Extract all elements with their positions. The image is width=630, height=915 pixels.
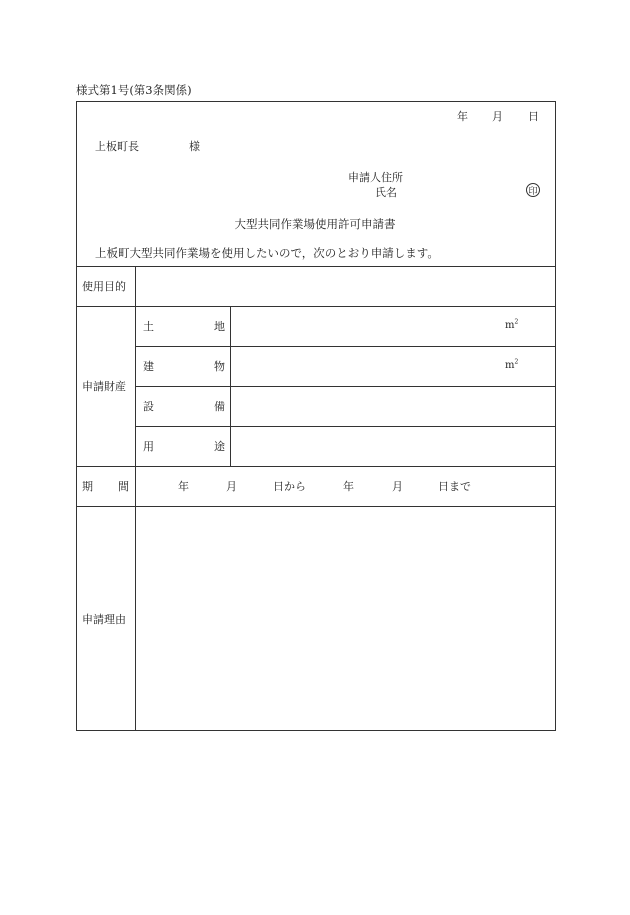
- building-label-2: 物: [214, 360, 225, 373]
- applicant-address-label: 申請人住所: [348, 171, 403, 184]
- use-label-1: 用: [143, 440, 154, 453]
- period-from-day: 日から: [273, 480, 306, 493]
- application-statement: 上板町大型共同作業場を使用したいので，次のとおり申請します。: [95, 246, 439, 260]
- recipient-honorific: 様: [189, 140, 200, 153]
- land-area-field[interactable]: [236, 310, 546, 342]
- date-year-label: 年: [457, 110, 468, 123]
- purpose-label: 使用目的: [82, 280, 126, 293]
- applicant-name-label: 氏名: [375, 186, 397, 199]
- divider-purpose-property: [76, 306, 556, 307]
- building-area-field[interactable]: [236, 350, 546, 382]
- property-label: 申請財産: [82, 380, 126, 393]
- land-unit: [505, 318, 519, 331]
- land-label-1: 土: [143, 320, 154, 333]
- divider-header-purpose: [76, 266, 556, 267]
- divider-building-equipment: [136, 386, 556, 387]
- period-to-day: 日まで: [438, 480, 471, 493]
- use-field[interactable]: [236, 430, 546, 462]
- land-unit-text: m: [505, 320, 515, 331]
- date-month-label: 月: [492, 110, 503, 123]
- equipment-label-1: 設: [143, 400, 154, 413]
- period-from-month: 月: [226, 480, 237, 493]
- divider-property-subcolumn: [230, 306, 231, 466]
- equipment-field[interactable]: [236, 390, 546, 422]
- reason-label: 申請理由: [82, 613, 126, 626]
- building-unit: [505, 358, 519, 371]
- recipient-name: 上板町長: [95, 140, 139, 153]
- building-unit-text: m: [505, 360, 515, 371]
- period-from-year: 年: [178, 480, 189, 493]
- divider-equipment-use: [136, 426, 556, 427]
- reason-field[interactable]: [140, 510, 550, 726]
- purpose-field[interactable]: [140, 270, 550, 302]
- land-unit-exponent: 2: [514, 318, 519, 326]
- form-number: 様式第1号(第3条関係): [76, 83, 192, 97]
- period-to-month: 月: [392, 480, 403, 493]
- building-label-1: 建: [143, 360, 154, 373]
- equipment-label-2: 備: [214, 400, 225, 413]
- period-label-2: 間: [118, 480, 129, 493]
- land-label-2: 地: [214, 320, 225, 333]
- document-title: 大型共同作業場使用許可申請書: [234, 217, 396, 231]
- divider-land-building: [136, 346, 556, 347]
- divider-label-column: [135, 266, 136, 731]
- period-to-year: 年: [343, 480, 354, 493]
- divider-property-period: [76, 466, 556, 467]
- building-unit-exponent: 2: [514, 358, 519, 366]
- date-day-label: 日: [528, 110, 539, 123]
- seal-icon: 印: [526, 183, 540, 197]
- use-label-2: 途: [214, 440, 225, 453]
- divider-period-reason: [76, 506, 556, 507]
- period-label-1: 期: [82, 480, 93, 493]
